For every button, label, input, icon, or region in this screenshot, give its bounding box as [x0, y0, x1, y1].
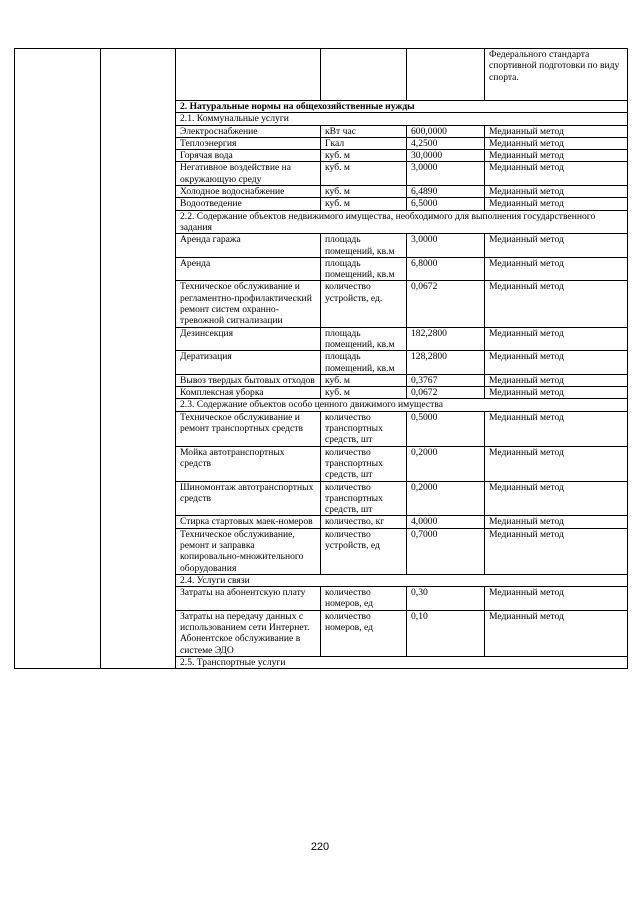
item-value: 0,0672: [407, 387, 485, 399]
item-name: Горячая вода: [176, 150, 321, 162]
item-value: 600,0000: [407, 125, 485, 137]
subsection-title: 2.2. Содержание объектов недвижимого имущества, необходимого для выполнения государственного задания: [176, 210, 628, 234]
item-unit: количество, кг: [321, 516, 407, 528]
item-value: 3,0000: [407, 162, 485, 186]
item-method: Медианный метод: [485, 198, 628, 210]
item-name: Теплоэнергия: [176, 137, 321, 149]
item-name: Дератизация: [176, 351, 321, 375]
item-unit: площадь помещений, кв.м: [321, 257, 407, 281]
item-method: Медианный метод: [485, 610, 628, 656]
item-method: Медианный метод: [485, 125, 628, 137]
item-unit: количество устройств, ед: [321, 528, 407, 574]
subsection-title: 2.5. Транспортные услуги: [176, 656, 628, 668]
table-row-top: [15, 49, 628, 101]
item-value: 6,8000: [407, 257, 485, 281]
item-method: Медианный метод: [485, 257, 628, 281]
item-method: Медианный метод: [485, 186, 628, 198]
item-unit: Гкал: [321, 137, 407, 149]
item-method: Медианный метод: [485, 327, 628, 351]
item-unit: куб. м: [321, 198, 407, 210]
item-method: Медианный метод: [485, 234, 628, 258]
item-value: 182,2800: [407, 327, 485, 351]
item-value: 0,30: [407, 587, 485, 611]
section-header: 2. Натуральные нормы на общехозяйственные нужды: [176, 101, 628, 113]
item-method: Медианный метод: [485, 387, 628, 399]
subsection-title: 2.4. Услуги связи: [176, 574, 628, 586]
item-value: 0,5000: [407, 411, 485, 446]
item-method: Медианный метод: [485, 162, 628, 186]
item-value: 128,2800: [407, 351, 485, 375]
item-method: Медианный метод: [485, 374, 628, 386]
unit-cell: [321, 49, 407, 101]
item-unit: площадь помещений, кв.м: [321, 234, 407, 258]
item-unit: куб. м: [321, 186, 407, 198]
item-name: Стирка стартовых маек-номеров: [176, 516, 321, 528]
item-value: 4,2500: [407, 137, 485, 149]
method-cell: Федерального стандарта спортивной подготовки по виду спорта.: [485, 49, 628, 101]
item-name: Техническое обслуживание и ремонт транспортных средств: [176, 411, 321, 446]
name-cell: [176, 49, 321, 101]
item-unit: куб. м: [321, 162, 407, 186]
subsection-title: 2.1. Коммунальные услуги: [176, 113, 628, 125]
item-name: Дезинсекция: [176, 327, 321, 351]
document-page: [14, 48, 627, 669]
item-unit: количество транспортных средств, шт: [321, 446, 407, 481]
value-cell: [407, 49, 485, 101]
item-name: Водоотведение: [176, 198, 321, 210]
item-value: 0,2000: [407, 481, 485, 516]
page-number: 220: [310, 841, 330, 853]
item-name: Холодное водоснабжение: [176, 186, 321, 198]
item-name: Комплексная уборка: [176, 387, 321, 399]
item-unit: количество транспортных средств, шт: [321, 411, 407, 446]
item-value: 0,10: [407, 610, 485, 656]
item-value: 6,4890: [407, 186, 485, 198]
item-value: 30,0000: [407, 150, 485, 162]
item-value: 0,7000: [407, 528, 485, 574]
item-method: Медианный метод: [485, 150, 628, 162]
item-unit: количество устройств, ед.: [321, 281, 407, 327]
item-method: Медианный метод: [485, 528, 628, 574]
subsection-title: 2.3. Содержание объектов особо ценного движимого имущества: [176, 399, 628, 411]
item-unit: площадь помещений, кв.м: [321, 351, 407, 375]
item-name: Затраты на передачу данных с использованием сети Интернет. Абонентское обслуживание в системе ЭДО: [176, 610, 321, 656]
item-value: 6,5000: [407, 198, 485, 210]
column-1-cell: [15, 49, 101, 669]
item-name: Аренда гаража: [176, 234, 321, 258]
item-name: Негативное воздействие на окружающую среду: [176, 162, 321, 186]
item-name: Аренда: [176, 257, 321, 281]
item-value: 0,0672: [407, 281, 485, 327]
item-method: Медианный метод: [485, 481, 628, 516]
item-unit: количество номеров, ед: [321, 587, 407, 611]
item-method: Медианный метод: [485, 516, 628, 528]
item-name: Техническое обслуживание и регламентно-профилактический ремонт систем охранно-тревожной сигнализации: [176, 281, 321, 327]
item-value: 4,0000: [407, 516, 485, 528]
item-name: Электроснабжение: [176, 125, 321, 137]
item-value: 0,3767: [407, 374, 485, 386]
item-unit: кВт час: [321, 125, 407, 137]
item-unit: площадь помещений, кв.м: [321, 327, 407, 351]
item-method: Медианный метод: [485, 411, 628, 446]
item-unit: количество транспортных средств, шт: [321, 481, 407, 516]
item-method: Медианный метод: [485, 137, 628, 149]
item-method: Медианный метод: [485, 351, 628, 375]
column-2-cell: [101, 49, 176, 669]
norms-table: [14, 48, 628, 669]
item-name: Затраты на абонентскую плату: [176, 587, 321, 611]
item-value: 0,2000: [407, 446, 485, 481]
item-method: Медианный метод: [485, 446, 628, 481]
item-name: Мойка автотранспортных средств: [176, 446, 321, 481]
item-unit: количество номеров, ед: [321, 610, 407, 656]
item-unit: куб. м: [321, 374, 407, 386]
item-name: Шиномонтаж автотранспортных средств: [176, 481, 321, 516]
item-unit: куб. м: [321, 150, 407, 162]
item-unit: куб. м: [321, 387, 407, 399]
item-value: 3,0000: [407, 234, 485, 258]
item-method: Медианный метод: [485, 281, 628, 327]
item-method: Медианный метод: [485, 587, 628, 611]
item-name: Техническое обслуживание, ремонт и заправка копировально-множительного оборудования: [176, 528, 321, 574]
item-name: Вывоз твердых бытовых отходов: [176, 374, 321, 386]
